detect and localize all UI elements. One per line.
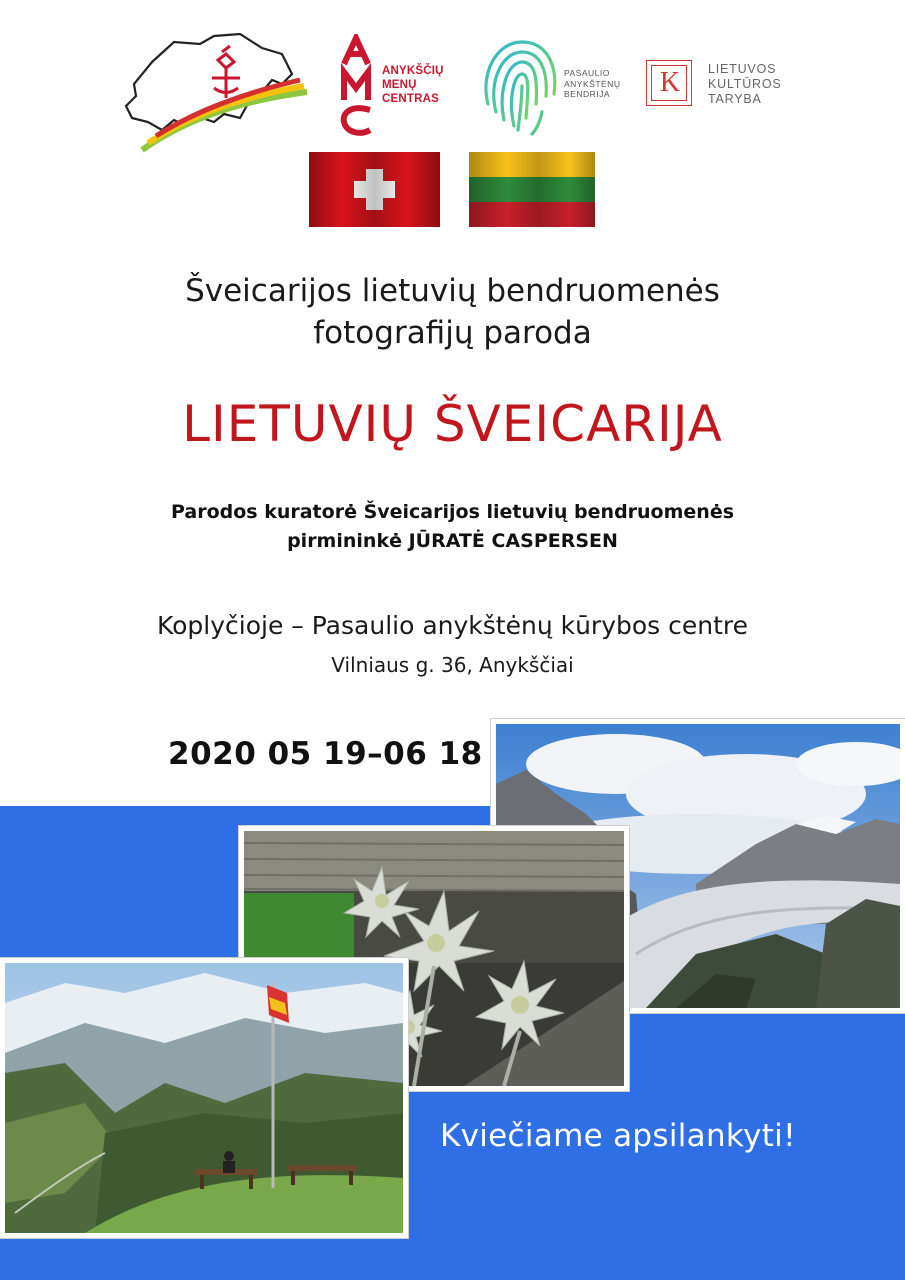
switzerland-map-icon xyxy=(122,22,312,157)
amc-monogram-icon xyxy=(340,34,380,138)
fingerprint-icon xyxy=(476,34,560,138)
exhibition-title: LIETUVIŲ ŠVEICARIJA xyxy=(182,395,723,453)
flag-lithuania-icon xyxy=(469,152,595,227)
amc-line-2: MENŲ xyxy=(382,79,417,91)
amc-line-1: ANYKŠČIŲ xyxy=(382,65,444,77)
lkt-line-3: TARYBA xyxy=(708,92,762,106)
lkt-line-2: KULTŪROS xyxy=(708,77,782,91)
lkt-logo-text xyxy=(708,62,782,107)
pab-line-1: PASAULIO xyxy=(564,68,610,78)
exhibition-subtitle xyxy=(0,270,905,354)
flag-switzerland-icon xyxy=(309,152,440,227)
subtitle-line-1: Šveicarijos lietuvių bendruomenės xyxy=(185,273,720,309)
pab-line-2: ANYKŠTĖNŲ xyxy=(564,78,621,89)
amc-logo-text xyxy=(382,64,444,106)
pab-line-3: BENDRIJA xyxy=(564,89,611,99)
exhibition-dates: 2020 05 19–06 18 xyxy=(168,736,483,772)
pab-logo-text xyxy=(564,68,620,100)
venue-address: Vilniaus g. 36, Anykščiai xyxy=(331,653,574,677)
subtitle-line-2: fotografijų paroda xyxy=(313,315,592,351)
invitation-text: Kviečiame apsilankyti! xyxy=(440,1118,796,1154)
curator-line-1: Parodos kuratorė Šveicarijos lietuvių bendruomenės xyxy=(170,501,735,523)
lkt-letter: K xyxy=(659,67,681,98)
anyksciu-menu-centras-logo xyxy=(340,34,460,138)
photo-mountain-flag xyxy=(0,958,408,1238)
amc-line-3: CENTRAS xyxy=(382,93,439,105)
lkt-frame-icon xyxy=(646,60,692,106)
pasaulio-anykstenu-bendrija-logo xyxy=(476,34,636,138)
lkt-line-1: LIETUVOS xyxy=(708,62,777,76)
curator-line-2: pirmininkė JŪRATĖ CASPERSEN xyxy=(287,530,618,552)
swiss-lithuanian-community-logo xyxy=(122,22,312,157)
lietuvos-kulturos-taryba-logo xyxy=(646,56,796,116)
venue-name: Koplyčioje – Pasaulio anykštėnų kūrybos centre xyxy=(156,611,749,640)
curator-info xyxy=(0,498,905,556)
